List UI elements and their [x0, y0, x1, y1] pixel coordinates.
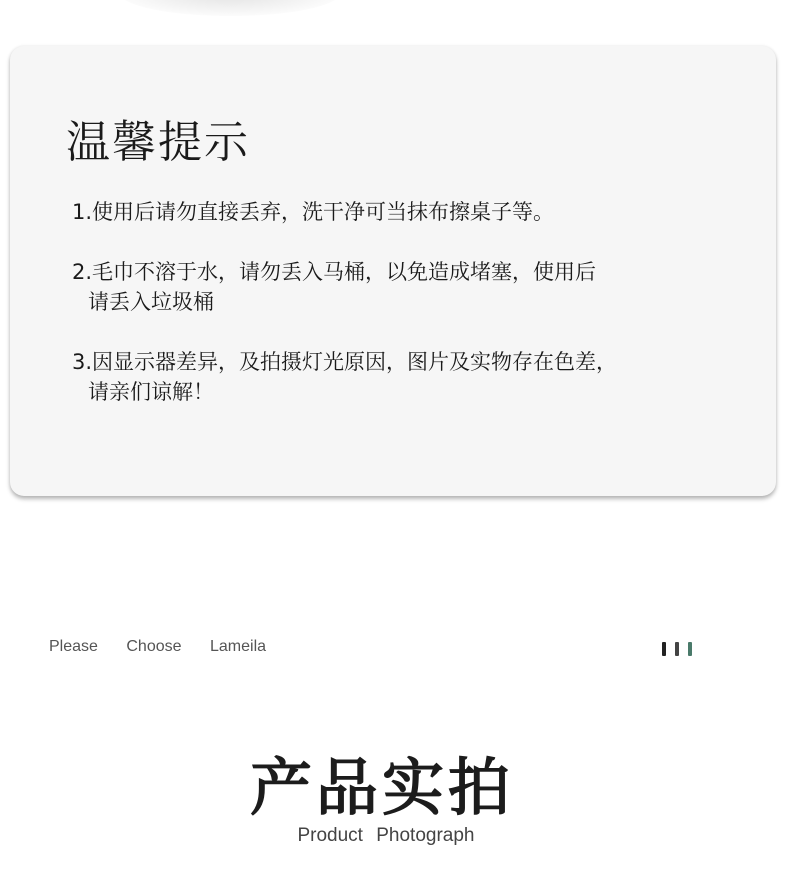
notice-item-3-line-1: 3.因显示器差异，及拍摄灯光原因，图片及实物存在色差， [72, 350, 618, 374]
please-choose-tagline [49, 638, 280, 656]
top-product-shadow [120, 0, 340, 16]
notice-item-2-line-2: 请丢入垃圾桶 [88, 290, 214, 314]
notice-title: 温馨提示 [66, 117, 250, 168]
notice-item-1 [72, 197, 554, 227]
section-subtitle: Product Photograph [297, 825, 475, 846]
section-title: 产品实拍 [249, 751, 514, 824]
notice-card [10, 46, 776, 496]
bar-1 [662, 642, 666, 656]
decorative-bars-icon [662, 642, 702, 656]
notice-item-1-line-1: 1.使用后请勿直接丢弃，洗干净可当抹布擦桌子等。 [72, 200, 555, 224]
bar-2 [675, 642, 679, 656]
tagline-word-choose: Choose [126, 638, 182, 655]
notice-item-2 [72, 257, 596, 317]
notice-item-2-line-1: 2.毛巾不溶于水，请勿丢入马桶，以免造成堵塞，使用后 [72, 260, 597, 284]
notice-item-3 [72, 347, 617, 407]
tagline-word-please: Please [49, 638, 98, 655]
bar-3 [688, 642, 692, 656]
tagline-word-brand: Lameila [209, 638, 267, 655]
notice-item-3-line-2: 请亲们谅解！ [88, 380, 214, 404]
